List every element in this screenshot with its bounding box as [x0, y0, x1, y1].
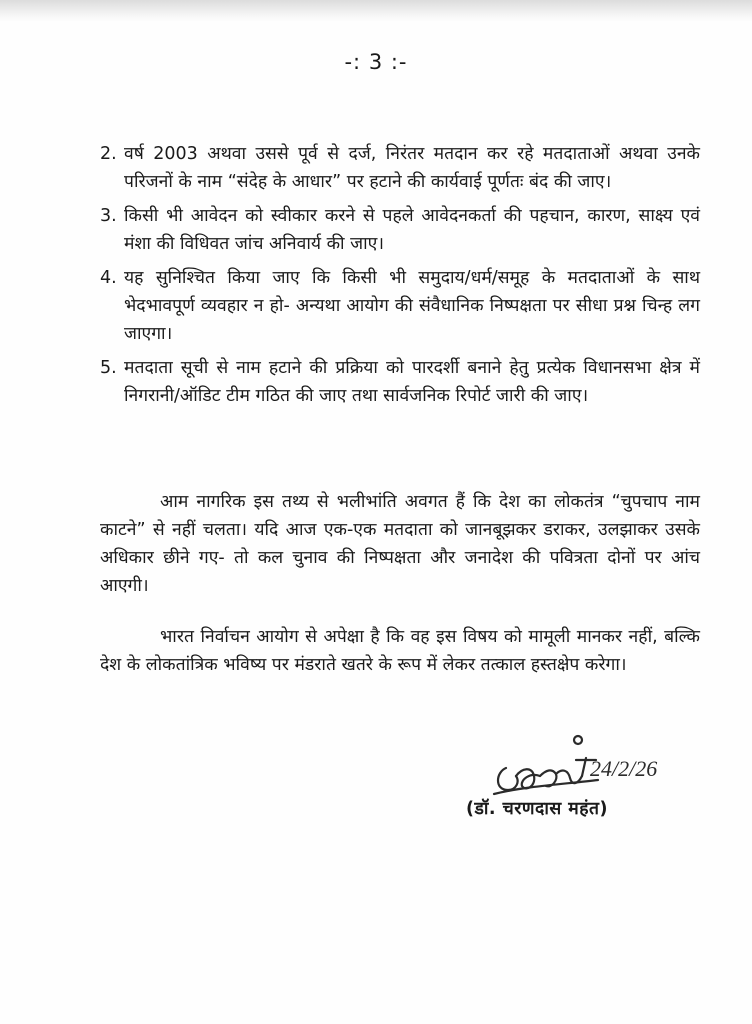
page-number: -: 3 :- [344, 50, 408, 74]
list-item [100, 140, 700, 196]
signer-name: (डॉ. चरणदास महंत) [466, 799, 609, 819]
demand-list [100, 140, 700, 416]
list-item [100, 264, 700, 348]
list-item-text: मतदाता सूची से नाम हटाने की प्रक्रिया को पारदर्शी बनाने हेतु प्रत्येक विधानसभा क्षेत्र में निगरानी/ऑडिट टीम गठित की जाए तथा सार्वजनिक रिपोर्ट जारी की जाए। [124, 358, 700, 406]
list-item-number: 5. [100, 358, 117, 378]
list-item-text: वर्ष 2003 अथवा उससे पूर्व से दर्ज, निरंतर मतदान कर रहे मतदाताओं अथवा उनके परिजनों के नाम “संदेह के आधार” पर हटाने की कार्यवाई पूर्णतः बंद की जाए। [124, 144, 700, 192]
list-item-text: यह सुनिश्चित किया जाए कि किसी भी समुदाय/धर्म/समूह के मतदाताओं के साथ भेदभावपूर्ण व्यवहार न हो- अन्यथा आयोग की संवैधानिक निष्पक्षता पर सीधा प्रश्न चिन्ह लग जाएगा। [124, 268, 700, 344]
list-item-text: किसी भी आवेदन को स्वीकार करने से पहले आवेदनकर्ता की पहचान, कारण, साक्ष्य एवं मंशा की विधिवत जांच अनिवार्य की जाए। [124, 206, 700, 254]
list-item-number: 2. [100, 144, 117, 164]
list-item [100, 202, 700, 258]
scan-top-shadow [0, 0, 752, 22]
body-paragraph: भारत निर्वाचन आयोग से अपेक्षा है कि वह इस विषय को मामूली मानकर नहीं, बल्कि देश के लोकतांत्रिक भविष्य पर मंडराते खतरे के रूप में लेकर तत्काल हस्तक्षेप करेगा। [100, 627, 700, 675]
list-item [100, 354, 700, 410]
list-item-number: 3. [100, 206, 117, 226]
body-paragraph: आम नागरिक इस तथ्य से भलीभांति अवगत हैं कि देश का लोकतंत्र “चुपचाप नाम काटने” से नहीं चलता। यदि आज एक-एक मतदाता को जानबूझकर डराकर, उलझाकर उसके अधिकार छीने गए- तो कल चुनाव की निष्पक्षता और जनादेश की पवित्रता दोनों पर आंच आएगी। [100, 492, 700, 596]
signature-date: 24/2/26 [590, 756, 658, 781]
list-item-number: 4. [100, 268, 117, 288]
